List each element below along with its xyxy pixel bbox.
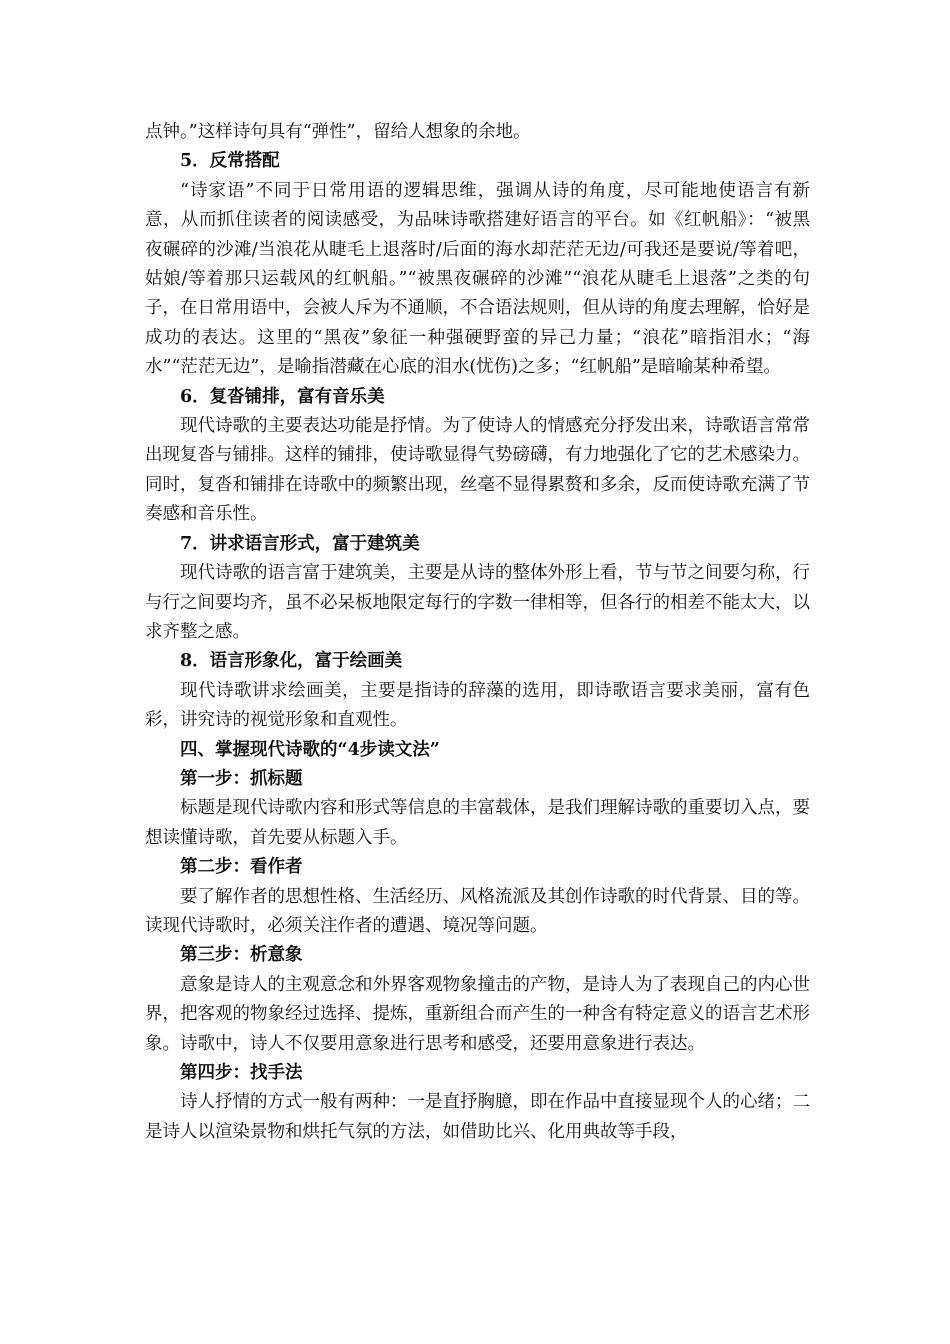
paragraph-step-1: 标题是现代诗歌内容和形式等信息的丰富载体，是我们理解诗歌的重要切入点，要想读懂诗歌，首先要从标题入手。	[145, 798, 810, 848]
section-heading-8: 8．语言形象化，富于绘画美	[180, 651, 403, 672]
document-body	[145, 118, 810, 1147]
step-heading-1: 第一步：抓标题	[180, 768, 303, 789]
paragraph-step-4: 诗人抒情的方式一般有两种：一是直抒胸臆，即在作品中直接显现个人的心绪；二是诗人以渲染景物和烘托气氛的方法，如借助比兴、化用典故等手段，	[145, 1092, 810, 1142]
paragraph-continuation: 点钟。”这样诗句具有“弹性”，留给人想象的余地。	[145, 122, 531, 142]
paragraph-music-beauty: 现代诗歌的主要表达功能是抒情。为了使诗人的情感充分抒发出来，诗歌语言常常出现复沓与铺排。这样的铺排，使诗歌显得气势磅礴，有力地强化了它的艺术感染力。同时，复沓和铺排在诗歌中的频繁出现，丝毫不显得累赘和多余，反而使诗歌充满了节奏感和音乐性。	[145, 416, 810, 525]
step-heading-4: 第四步：找手法	[180, 1063, 303, 1083]
step-heading-3: 第三步：析意象	[180, 945, 303, 966]
paragraph-step-3: 意象是诗人的主观意念和外界客观物象撞击的产物，是诗人为了表现自己的内心世界，把客观的物象经过选择、提炼，重新组合而产生的一种含有特定意义的语言艺术形象。诗歌中，诗人不仅要用意象进行思考和感受，还要用意象进行表达。	[145, 974, 810, 1054]
paragraph-painting-beauty: 现代诗歌讲求绘画美，主要是指诗的辞藻的选用，即诗歌语言要求美丽，富有色彩，讲究诗的视觉形象和直观性。	[145, 680, 810, 731]
section-heading-6: 6．复沓铺排，富有音乐美	[180, 386, 385, 407]
section-heading-5: 5．反常搭配	[180, 151, 280, 172]
chapter-heading-four: 四、掌握现代诗歌的“4步读文法”	[180, 739, 440, 760]
paragraph-architecture-beauty: 现代诗歌的语言富于建筑美，主要是从诗的整体外形上看，节与节之间要匀称，行与行之间要均齐，虽不必呆板地限定每行的字数一律相等，但各行的相差不能太大，以求齐整之感。	[145, 563, 810, 642]
step-heading-2: 第二步：看作者	[180, 857, 303, 878]
section-heading-7: 7．讲求语言形式，富于建筑美	[180, 533, 420, 554]
paragraph-antinormal-collocation: “诗家语”不同于日常用语的逻辑思维，强调从诗的角度，尽可能地使语言有新意，从而抓住读者的阅读感受，为品味诗歌搭建好语言的平台。如《红帆船》：“被黑夜碾碎的沙滩/当浪花从睫毛上退落时/后面的海水却茫茫无边/可我还是要说/等着吧，姑娘/等着那只运载风的红帆船。”“被黑夜碾碎的沙滩”“浪花从睫毛上退落”之类的句子，在日常用语中，会被人斥为不通顺，不合语法规则，但从诗的角度去理解，恰好是成功的表达。这里的“黑夜”象征一种强硬野蛮的异己力量；“浪花”暗指泪水；“海水”“茫茫无边”，是喻指潜藏在心底的泪水(忧伤)之多；“红帆船”是暗喻某种希望。	[145, 180, 810, 378]
paragraph-step-2: 要了解作者的思想性格、生活经历、风格流派及其创作诗歌的时代背景、目的等。读现代诗歌时，必须关注作者的遭遇、境况等问题。	[145, 886, 810, 936]
